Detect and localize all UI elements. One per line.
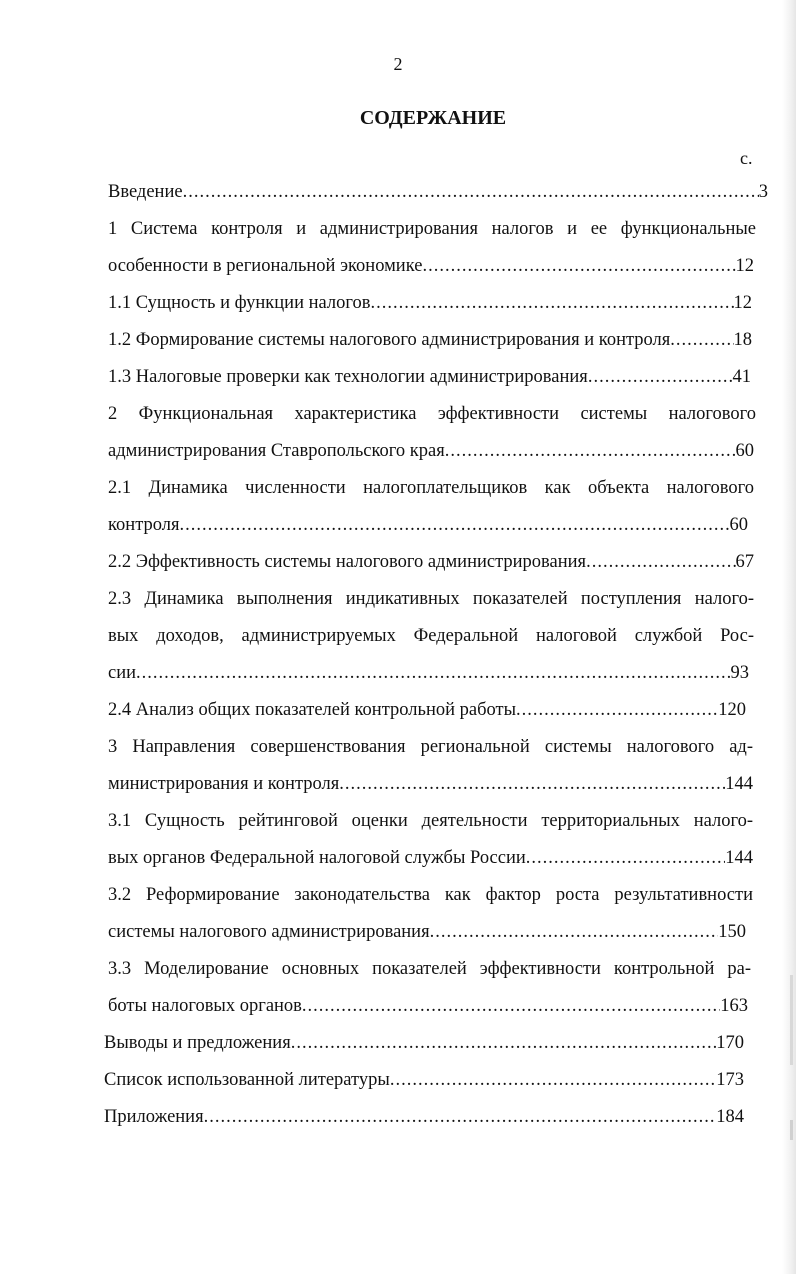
toc-entry-conclusions: Выводы и предложения ..... 170 xyxy=(104,1031,744,1055)
toc-entry-2-2: 2.2 Эффективность системы налогового администрирования ..... 67 xyxy=(108,550,754,574)
toc-entry-3-line1: 3 Направления совершенствования региональной системы налогового ад- xyxy=(108,737,753,757)
toc-entry-2-4: 2.4 Анализ общих показателей контрольной работы ..... 120 xyxy=(108,698,746,722)
toc-entry-3-line2: министрирования и контроля ..... 144 xyxy=(108,772,753,796)
toc-entry-3-3-line1: 3.3 Моделирование основных показателей эффективности контрольной ра- xyxy=(108,959,751,979)
toc-entry-introduction: Введение ..... 3 xyxy=(108,180,768,204)
toc-entry-2-1-line1: 2.1 Динамика численности налогоплательщиков как объекта налогового xyxy=(108,478,754,498)
page-number: 2 xyxy=(393,54,403,74)
toc-entry-3-3-line2: боты налоговых органов ..... 163 xyxy=(108,994,748,1018)
toc-entry-3-2-line1: 3.2 Реформирование законодательства как фактор роста результативности xyxy=(108,885,753,905)
toc-entry-3-1-line1: 3.1 Сущность рейтинговой оценки деятельности территориальных налого- xyxy=(108,811,753,831)
toc-entry-1-line1: 1 Система контроля и администрирования налогов и ее функциональные xyxy=(108,219,756,239)
toc-entry-2-line2: администрирования Ставропольского края ..... 60 xyxy=(108,439,754,463)
toc-entry-3-1-line2: вых органов Федеральной налоговой службы России ..... 144 xyxy=(108,846,753,870)
page-column-label: с. xyxy=(740,148,753,168)
toc-entry-1-line2: особенности в региональной экономике ..... 12 xyxy=(108,254,754,278)
toc-entry-1-3: 1.3 Налоговые проверки как технологии администрирования ..... 41 xyxy=(108,365,751,389)
toc-entry-references: Список использованной литературы ..... 173 xyxy=(104,1068,744,1092)
toc-entry-2-1-line2: контроля ..... 60 xyxy=(108,513,748,537)
toc-entry-3-2-line2: системы налогового администрирования ..... 150 xyxy=(108,920,746,944)
toc-entry-appendices: Приложения ..... 184 xyxy=(104,1105,744,1129)
toc-entry-2-3-line2: вых доходов, администрируемых Федеральной налоговой службой Рос- xyxy=(108,626,754,646)
toc-entry-2-line1: 2 Функциональная характеристика эффективности системы налогового xyxy=(108,404,756,424)
toc-entry-2-3-line3: сии ..... 93 xyxy=(108,661,749,685)
toc-entry-1-1: 1.1 Сущность и функции налогов ..... 12 xyxy=(108,291,752,315)
toc-entry-2-3-line1: 2.3 Динамика выполнения индикативных показателей поступления налого- xyxy=(108,589,754,609)
toc-entry-1-2: 1.2 Формирование системы налогового администрирования и контроля ..... 18 xyxy=(108,328,752,352)
scan-page-edge xyxy=(782,0,796,1274)
toc-heading: СОДЕРЖАНИЕ xyxy=(359,107,507,129)
